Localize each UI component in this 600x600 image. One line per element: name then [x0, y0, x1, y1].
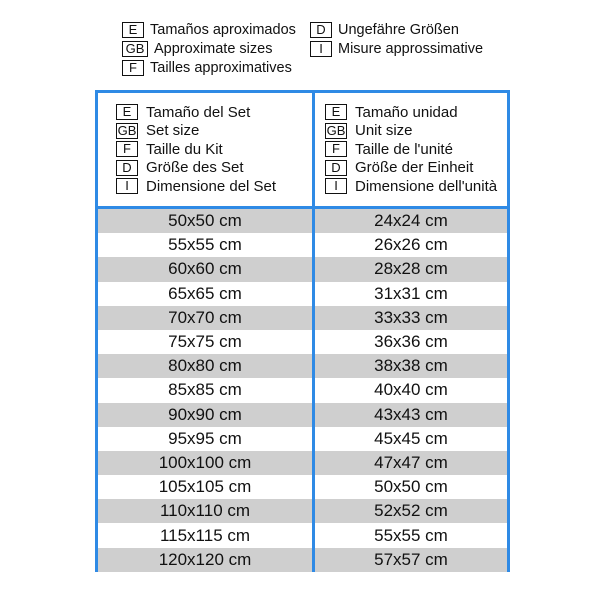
unit-size-cell: 26x26 cm [374, 235, 448, 255]
legend-label: Ungefähre Größen [338, 22, 459, 38]
set-size-cell: 100x100 cm [98, 451, 312, 475]
header-line [116, 122, 276, 141]
set-size-cell: 55x55 cm [168, 235, 242, 255]
unit-size-cell: 38x38 cm [315, 354, 507, 378]
set-size-cell: 50x50 cm [98, 209, 312, 233]
language-code-box: I [325, 178, 347, 194]
header-label: Größe der Einheit [355, 159, 474, 177]
header-line [116, 140, 276, 159]
table-row [98, 499, 507, 523]
header-label: Dimensione dell'unità [355, 177, 498, 195]
table-row [98, 282, 507, 306]
table-row [98, 451, 507, 475]
unit-size-cell: 28x28 cm [315, 257, 507, 281]
header-line [325, 177, 497, 196]
unit-size-cell: 31x31 cm [374, 283, 448, 303]
unit-size-cell: 45x45 cm [374, 428, 448, 448]
set-size-cell: 80x80 cm [98, 354, 312, 378]
unit-size-cell: 43x43 cm [315, 403, 507, 427]
header-label: Tamaño unidad [355, 103, 458, 121]
set-size-cell: 120x120 cm [98, 548, 312, 572]
header-label: Set size [146, 122, 200, 140]
header-line [325, 103, 497, 122]
legend-label: Tamaños aproximados [150, 22, 296, 38]
table-row [98, 427, 507, 451]
set-size-cell: 70x70 cm [98, 306, 312, 330]
header-line [116, 159, 276, 178]
unit-size-cell: 33x33 cm [315, 306, 507, 330]
set-size-cell: 60x60 cm [98, 257, 312, 281]
unit-size-cell: 50x50 cm [374, 477, 448, 497]
header-line [325, 159, 497, 178]
language-code-box: GB [122, 41, 148, 57]
table-row [98, 330, 507, 354]
set-size-cell: 105x105 cm [158, 477, 252, 497]
unit-size-header [325, 103, 497, 196]
table-row [98, 233, 507, 257]
language-code-box: E [116, 104, 138, 120]
language-code-box: F [122, 60, 144, 76]
language-code-box: GB [117, 122, 137, 138]
language-code-box: D [116, 160, 138, 176]
header-line [116, 103, 276, 122]
legend-item-e [122, 22, 296, 38]
unit-size-cell: 24x24 cm [315, 209, 507, 233]
unit-size-cell: 36x36 cm [374, 332, 448, 352]
column-divider [312, 93, 315, 569]
set-size-cell: 90x90 cm [98, 403, 312, 427]
size-table [95, 90, 510, 572]
header-line [325, 140, 497, 159]
set-size-cell: 95x95 cm [168, 428, 242, 448]
header-label: Unit size [355, 122, 413, 140]
language-code-box: D [325, 160, 347, 176]
set-size-cell: 85x85 cm [168, 380, 242, 400]
header-line [325, 122, 497, 141]
header-label: Tamaño del Set [146, 103, 251, 121]
header-label: Dimensione del Set [146, 177, 277, 195]
legend-item-gb [122, 41, 272, 57]
language-code-box: E [325, 104, 347, 120]
header-label: Taille du Kit [146, 140, 223, 158]
set-size-cell: 110x110 cm [98, 499, 312, 523]
table-row [98, 403, 507, 427]
language-code-box: I [310, 41, 332, 57]
set-size-cell: 65x65 cm [168, 283, 242, 303]
language-legend [122, 22, 502, 80]
legend-label: Tailles approximatives [150, 60, 292, 76]
table-row [98, 306, 507, 330]
table-row [98, 475, 507, 499]
legend-label: Approximate sizes [154, 41, 273, 57]
size-rows [98, 209, 507, 572]
unit-size-cell: 55x55 cm [374, 525, 448, 545]
language-code-box: F [325, 141, 347, 157]
set-size-cell: 115x115 cm [159, 525, 251, 545]
table-row [98, 378, 507, 402]
set-size-header [116, 103, 276, 196]
header-line [116, 177, 276, 196]
set-size-cell: 75x75 cm [168, 332, 242, 352]
unit-size-cell: 47x47 cm [315, 451, 507, 475]
table-row [98, 548, 507, 572]
table-row [98, 257, 507, 281]
header-label: Größe des Set [146, 159, 244, 177]
table-row [98, 523, 507, 547]
language-code-box: E [122, 22, 144, 38]
table-row [98, 354, 507, 378]
unit-size-cell: 52x52 cm [315, 499, 507, 523]
language-code-box: F [116, 141, 138, 157]
language-code-box: I [116, 178, 138, 194]
language-code-box: D [310, 22, 332, 38]
legend-item-i [310, 41, 483, 57]
legend-item-d [310, 22, 459, 38]
legend-item-f [122, 60, 292, 76]
unit-size-cell: 40x40 cm [374, 380, 448, 400]
language-code-box: GB [326, 122, 346, 138]
legend-label: Misure approssimative [338, 41, 484, 57]
table-row [98, 209, 507, 233]
unit-size-cell: 57x57 cm [315, 548, 507, 572]
header-label: Taille de l'unité [355, 140, 453, 158]
